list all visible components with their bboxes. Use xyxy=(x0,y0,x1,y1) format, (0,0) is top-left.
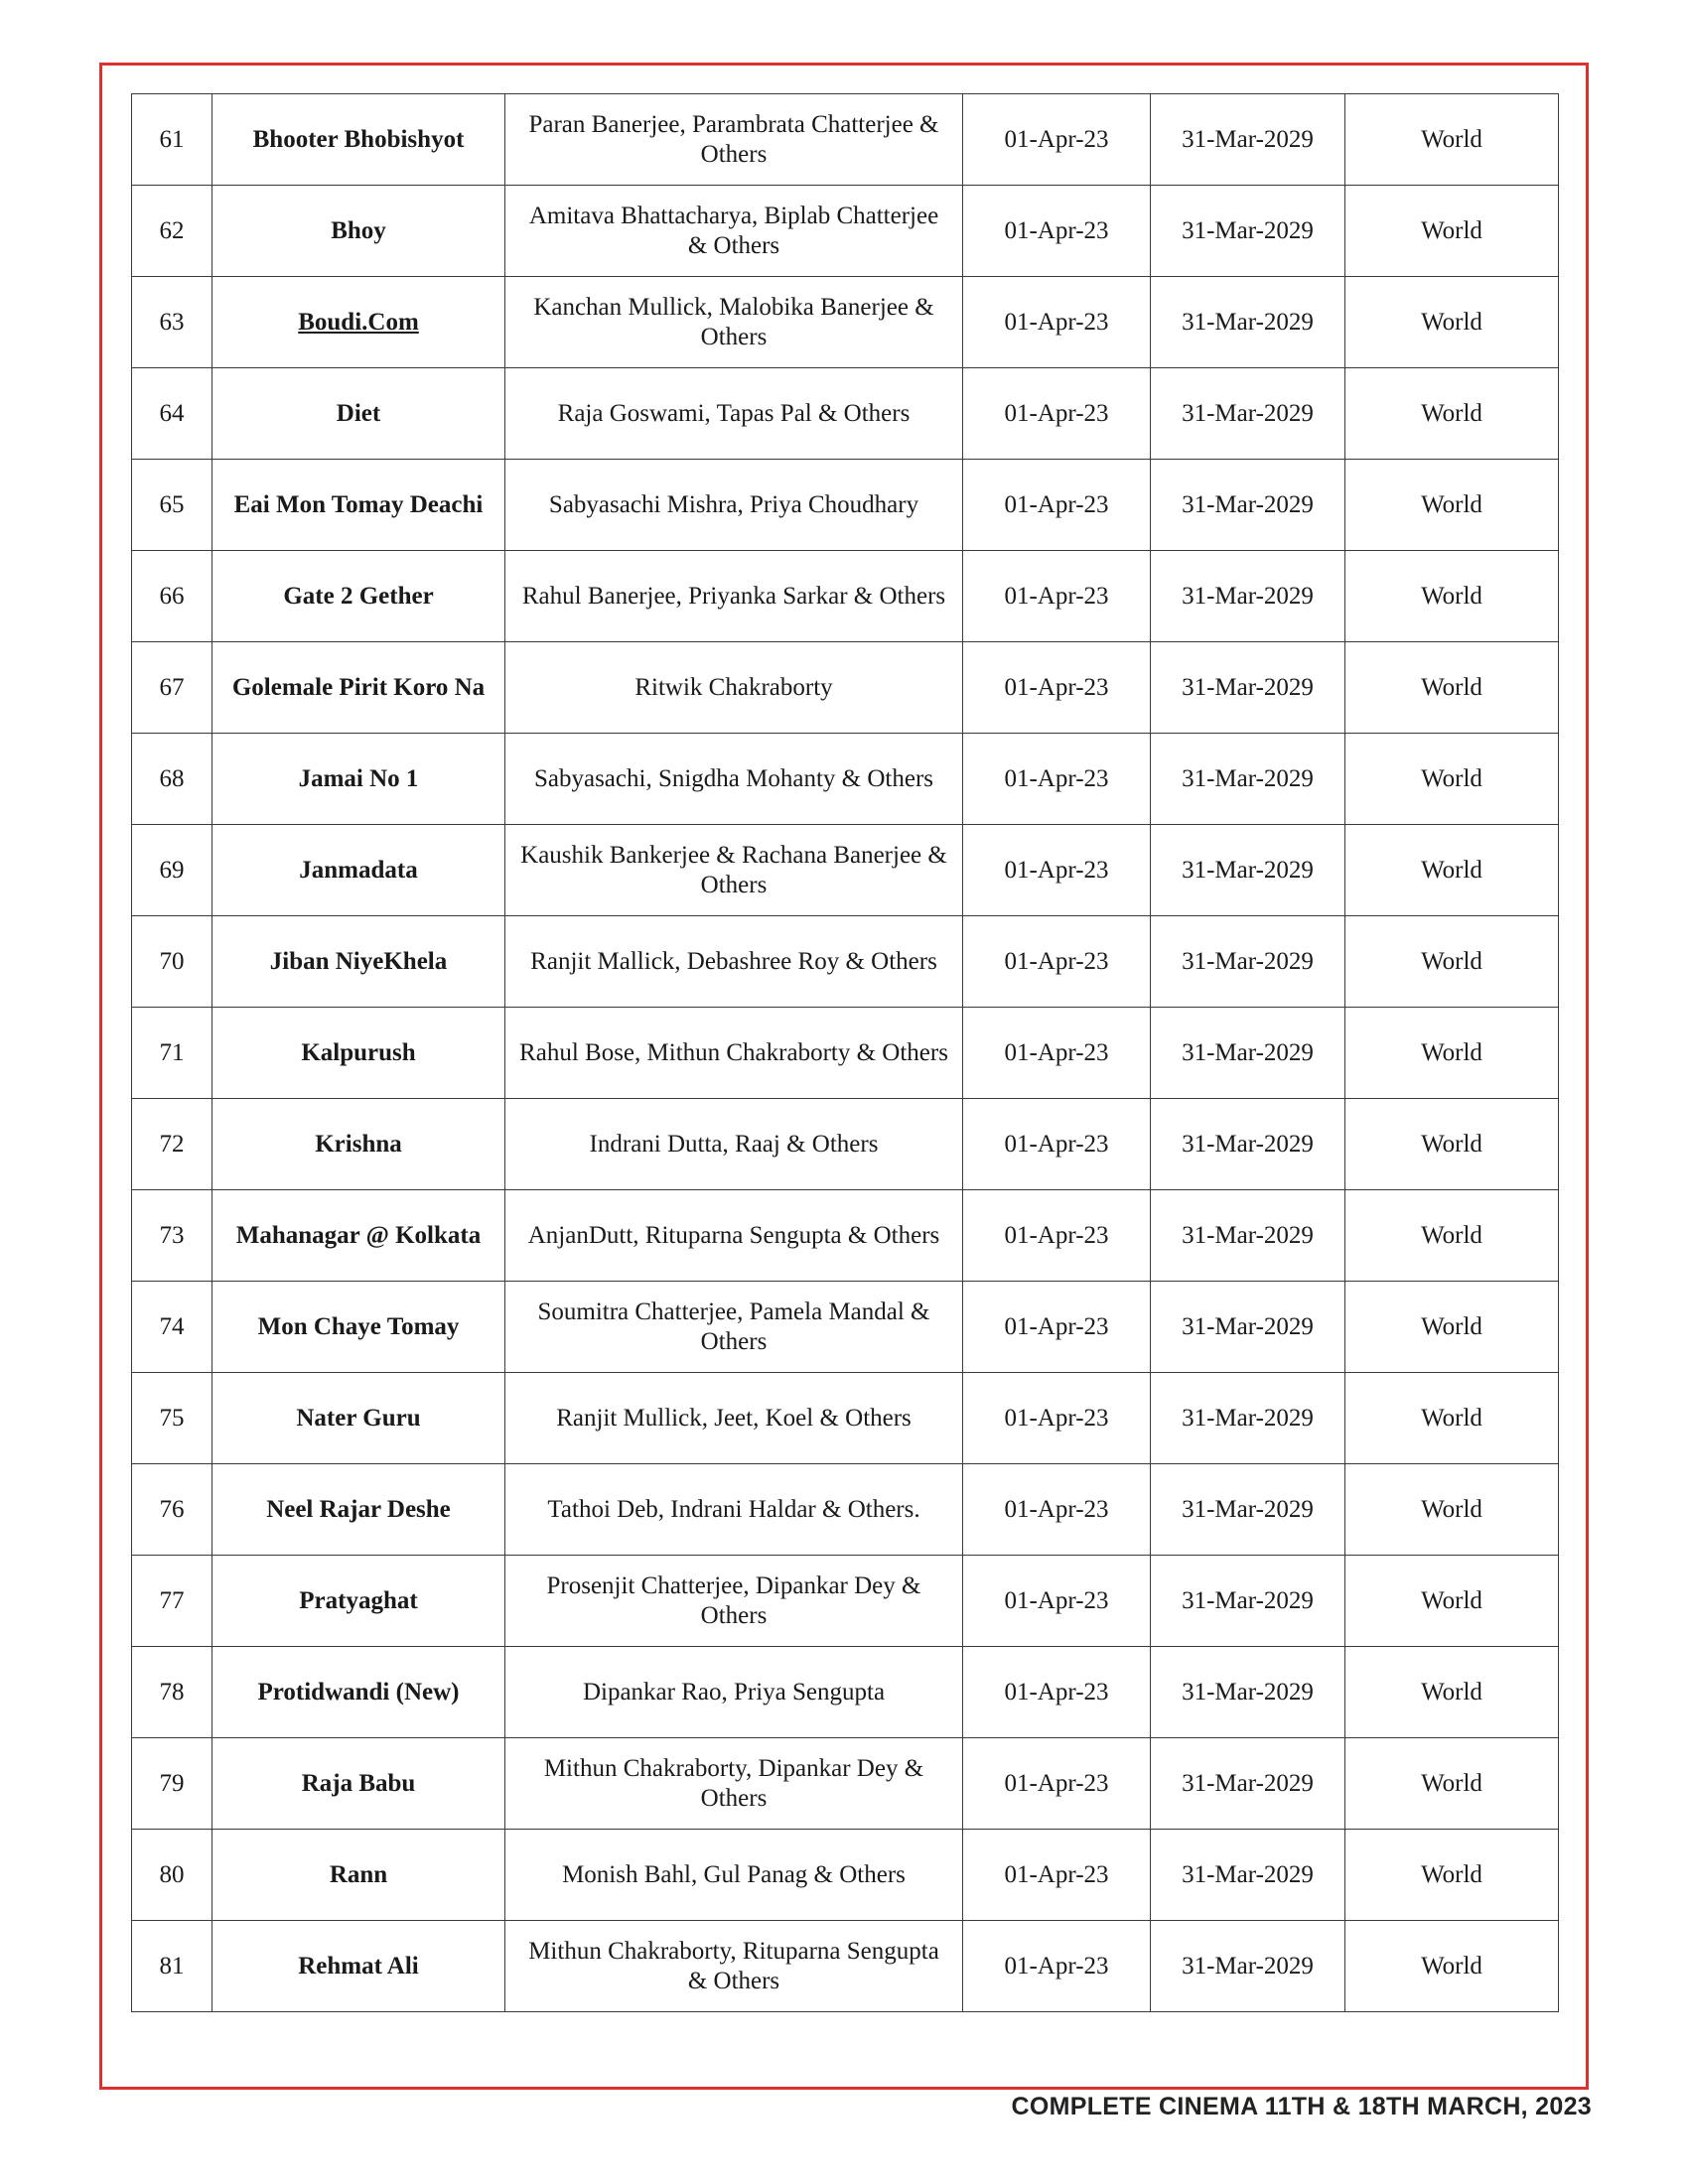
cast-cell xyxy=(505,460,963,551)
territory-cell xyxy=(1345,1830,1559,1921)
table-row xyxy=(132,1830,1559,1921)
table-row xyxy=(132,1464,1559,1556)
serial-number-cell xyxy=(132,1464,212,1556)
table-row xyxy=(132,1647,1559,1738)
serial-number-text: 65 xyxy=(159,490,185,518)
end-date-text: 31-Mar-2029 xyxy=(1182,1038,1314,1066)
territory-cell xyxy=(1345,1921,1559,2012)
territory-text: World xyxy=(1421,1038,1482,1066)
cast-text: Mithun Chakraborty, Rituparna Sengupta & Others xyxy=(528,1937,939,1994)
territory-cell xyxy=(1345,368,1559,460)
end-date-cell xyxy=(1151,1830,1345,1921)
table-row xyxy=(132,916,1559,1008)
end-date-cell xyxy=(1151,1373,1345,1464)
film-title-cell xyxy=(212,1373,505,1464)
serial-number-text: 76 xyxy=(159,1495,185,1523)
end-date-text: 31-Mar-2029 xyxy=(1182,216,1314,244)
film-title-text: Bhooter Bhobishyot xyxy=(252,125,465,153)
film-title-text: Bhoy xyxy=(331,216,386,244)
footer-publication-line: COMPLETE CINEMA 11TH & 18TH MARCH, 2023 xyxy=(1011,2093,1592,2120)
film-title-text: Diet xyxy=(336,399,381,427)
serial-number-cell xyxy=(132,916,212,1008)
table-row xyxy=(132,1282,1559,1373)
cast-cell xyxy=(505,368,963,460)
cast-text: Mithun Chakraborty, Dipankar Dey & Others xyxy=(543,1754,924,1812)
table-body xyxy=(132,94,1559,2012)
start-date-text: 01-Apr-23 xyxy=(1004,1404,1109,1432)
end-date-text: 31-Mar-2029 xyxy=(1182,1952,1314,1979)
film-title-text: Raja Babu xyxy=(301,1769,416,1797)
territory-text: World xyxy=(1421,308,1482,336)
film-title-text: Jiban NiyeKhela xyxy=(269,947,448,975)
film-title-text: Mon Chaye Tomay xyxy=(257,1312,460,1340)
table-row xyxy=(132,1099,1559,1190)
end-date-text: 31-Mar-2029 xyxy=(1182,1586,1314,1614)
end-date-text: 31-Mar-2029 xyxy=(1182,308,1314,336)
cast-text: Dipankar Rao, Priya Sengupta xyxy=(582,1678,886,1706)
film-title-cell xyxy=(212,460,505,551)
cast-text: Paran Banerjee, Parambrata Chatterjee & Others xyxy=(528,110,939,168)
territory-cell xyxy=(1345,1190,1559,1282)
end-date-text: 31-Mar-2029 xyxy=(1182,1404,1314,1432)
start-date-cell xyxy=(963,1556,1151,1647)
film-title-cell xyxy=(212,1647,505,1738)
cast-cell xyxy=(505,1099,963,1190)
cast-text: Tathoi Deb, Indrani Haldar & Others. xyxy=(547,1495,920,1523)
film-title-text: Protidwandi (New) xyxy=(257,1678,460,1706)
territory-text: World xyxy=(1421,399,1482,427)
table-row xyxy=(132,368,1559,460)
territory-text: World xyxy=(1421,1952,1482,1979)
start-date-cell xyxy=(963,1921,1151,2012)
cast-cell xyxy=(505,1556,963,1647)
serial-number-text: 73 xyxy=(159,1221,185,1249)
start-date-text: 01-Apr-23 xyxy=(1004,1221,1109,1249)
film-title-cell xyxy=(212,642,505,734)
territory-cell xyxy=(1345,1282,1559,1373)
territory-cell xyxy=(1345,1373,1559,1464)
cast-text: Kaushik Bankerjee & Rachana Banerjee & Others xyxy=(520,841,947,898)
serial-number-text: 63 xyxy=(159,308,185,336)
serial-number-cell xyxy=(132,551,212,642)
film-title-text: Eai Mon Tomay Deachi xyxy=(233,490,484,518)
end-date-text: 31-Mar-2029 xyxy=(1182,490,1314,518)
film-title-text: Jamai No 1 xyxy=(298,764,419,792)
start-date-text: 01-Apr-23 xyxy=(1004,1312,1109,1340)
film-title-cell xyxy=(212,368,505,460)
film-title-cell xyxy=(212,734,505,825)
end-date-cell xyxy=(1151,1099,1345,1190)
film-title-cell xyxy=(212,1464,505,1556)
serial-number-text: 62 xyxy=(159,216,185,244)
table-row xyxy=(132,642,1559,734)
end-date-text: 31-Mar-2029 xyxy=(1182,1312,1314,1340)
serial-number-text: 66 xyxy=(159,582,185,610)
start-date-cell xyxy=(963,1830,1151,1921)
cast-text: Kanchan Mullick, Malobika Banerjee & Others xyxy=(533,293,934,350)
serial-number-cell xyxy=(132,186,212,277)
film-title-text: Nater Guru xyxy=(296,1404,421,1432)
table-row xyxy=(132,186,1559,277)
film-title-cell xyxy=(212,1190,505,1282)
film-title-text: Neel Rajar Deshe xyxy=(266,1495,451,1523)
start-date-cell xyxy=(963,1008,1151,1099)
start-date-text: 01-Apr-23 xyxy=(1004,1586,1109,1614)
territory-text: World xyxy=(1421,1221,1482,1249)
start-date-text: 01-Apr-23 xyxy=(1004,1769,1109,1797)
film-title-text: Pratyaghat xyxy=(299,1586,418,1614)
cast-text: Soumitra Chatterjee, Pamela Mandal & Others xyxy=(537,1297,930,1355)
end-date-text: 31-Mar-2029 xyxy=(1182,947,1314,975)
start-date-cell xyxy=(963,368,1151,460)
film-title-text: Rehmat Ali xyxy=(298,1952,419,1979)
film-title-cell xyxy=(212,186,505,277)
serial-number-cell xyxy=(132,1647,212,1738)
end-date-cell xyxy=(1151,277,1345,368)
cast-text: Rahul Banerjee, Priyanka Sarkar & Others xyxy=(521,582,946,610)
film-title-cell xyxy=(212,1008,505,1099)
end-date-text: 31-Mar-2029 xyxy=(1182,399,1314,427)
territory-cell xyxy=(1345,916,1559,1008)
start-date-text: 01-Apr-23 xyxy=(1004,1495,1109,1523)
cast-cell xyxy=(505,94,963,186)
territory-text: World xyxy=(1421,1860,1482,1888)
cast-cell xyxy=(505,1830,963,1921)
serial-number-text: 72 xyxy=(159,1130,185,1158)
serial-number-text: 68 xyxy=(159,764,185,792)
territory-cell xyxy=(1345,1738,1559,1830)
start-date-cell xyxy=(963,825,1151,916)
film-title-cell xyxy=(212,1830,505,1921)
serial-number-text: 75 xyxy=(159,1404,185,1432)
territory-cell xyxy=(1345,1556,1559,1647)
end-date-cell xyxy=(1151,642,1345,734)
end-date-cell xyxy=(1151,368,1345,460)
serial-number-text: 70 xyxy=(159,947,185,975)
table-row xyxy=(132,1556,1559,1647)
start-date-cell xyxy=(963,94,1151,186)
start-date-cell xyxy=(963,1738,1151,1830)
start-date-cell xyxy=(963,551,1151,642)
start-date-text: 01-Apr-23 xyxy=(1004,582,1109,610)
serial-number-text: 78 xyxy=(159,1678,185,1706)
start-date-cell xyxy=(963,460,1151,551)
serial-number-cell xyxy=(132,460,212,551)
serial-number-cell xyxy=(132,642,212,734)
territory-text: World xyxy=(1421,673,1482,701)
cast-text: Ranjit Mallick, Debashree Roy & Others xyxy=(530,947,937,975)
cast-cell xyxy=(505,1008,963,1099)
territory-cell xyxy=(1345,551,1559,642)
serial-number-cell xyxy=(132,1738,212,1830)
film-title-text: Rann xyxy=(329,1860,388,1888)
end-date-text: 31-Mar-2029 xyxy=(1182,1495,1314,1523)
serial-number-text: 64 xyxy=(159,399,185,427)
film-title-cell xyxy=(212,1556,505,1647)
end-date-cell xyxy=(1151,734,1345,825)
serial-number-cell xyxy=(132,368,212,460)
film-title-text: Boudi.Com xyxy=(298,308,419,336)
table-row xyxy=(132,1373,1559,1464)
cast-cell xyxy=(505,1647,963,1738)
start-date-text: 01-Apr-23 xyxy=(1004,490,1109,518)
start-date-text: 01-Apr-23 xyxy=(1004,125,1109,153)
territory-text: World xyxy=(1421,1130,1482,1158)
territory-cell xyxy=(1345,277,1559,368)
end-date-cell xyxy=(1151,186,1345,277)
end-date-text: 31-Mar-2029 xyxy=(1182,1130,1314,1158)
end-date-cell xyxy=(1151,460,1345,551)
cast-cell xyxy=(505,1282,963,1373)
end-date-text: 31-Mar-2029 xyxy=(1182,764,1314,792)
film-rights-table xyxy=(131,93,1559,2012)
territory-cell xyxy=(1345,642,1559,734)
territory-cell xyxy=(1345,460,1559,551)
end-date-cell xyxy=(1151,1008,1345,1099)
cast-cell xyxy=(505,1464,963,1556)
start-date-text: 01-Apr-23 xyxy=(1004,216,1109,244)
end-date-text: 31-Mar-2029 xyxy=(1182,125,1314,153)
cast-text: AnjanDutt, Rituparna Sengupta & Others xyxy=(527,1221,940,1249)
start-date-cell xyxy=(963,1373,1151,1464)
serial-number-text: 80 xyxy=(159,1860,185,1888)
film-title-text: Krishna xyxy=(315,1130,402,1158)
territory-cell xyxy=(1345,1647,1559,1738)
film-title-cell xyxy=(212,551,505,642)
start-date-cell xyxy=(963,1647,1151,1738)
start-date-text: 01-Apr-23 xyxy=(1004,947,1109,975)
cast-cell xyxy=(505,734,963,825)
end-date-text: 31-Mar-2029 xyxy=(1182,673,1314,701)
cast-cell xyxy=(505,1190,963,1282)
cast-text: Sabyasachi, Snigdha Mohanty & Others xyxy=(533,764,934,792)
cast-text: Rahul Bose, Mithun Chakraborty & Others xyxy=(519,1038,948,1066)
cast-cell xyxy=(505,1921,963,2012)
end-date-text: 31-Mar-2029 xyxy=(1182,582,1314,610)
territory-text: World xyxy=(1421,1586,1482,1614)
territory-text: World xyxy=(1421,1769,1482,1797)
cast-text: Raja Goswami, Tapas Pal & Others xyxy=(557,399,911,427)
start-date-cell xyxy=(963,277,1151,368)
start-date-cell xyxy=(963,916,1151,1008)
start-date-cell xyxy=(963,1099,1151,1190)
cast-text: Ranjit Mullick, Jeet, Koel & Others xyxy=(556,1404,912,1432)
end-date-text: 31-Mar-2029 xyxy=(1182,1678,1314,1706)
serial-number-cell xyxy=(132,277,212,368)
serial-number-text: 67 xyxy=(159,673,185,701)
start-date-text: 01-Apr-23 xyxy=(1004,856,1109,884)
cast-cell xyxy=(505,825,963,916)
cast-text: Amitava Bhattacharya, Biplab Chatterjee & Others xyxy=(528,202,939,259)
start-date-text: 01-Apr-23 xyxy=(1004,1860,1109,1888)
table-row xyxy=(132,825,1559,916)
territory-text: World xyxy=(1421,216,1482,244)
cast-cell xyxy=(505,642,963,734)
start-date-text: 01-Apr-23 xyxy=(1004,308,1109,336)
film-title-text: Golemale Pirit Koro Na xyxy=(231,673,486,701)
territory-text: World xyxy=(1421,1495,1482,1523)
cast-text: Monish Bahl, Gul Panag & Others xyxy=(562,1860,906,1888)
territory-cell xyxy=(1345,94,1559,186)
film-title-cell xyxy=(212,1282,505,1373)
cast-cell xyxy=(505,551,963,642)
film-title-cell xyxy=(212,277,505,368)
table-row xyxy=(132,551,1559,642)
territory-text: World xyxy=(1421,1312,1482,1340)
serial-number-cell xyxy=(132,1190,212,1282)
start-date-text: 01-Apr-23 xyxy=(1004,673,1109,701)
serial-number-cell xyxy=(132,1921,212,2012)
start-date-text: 01-Apr-23 xyxy=(1004,1678,1109,1706)
territory-cell xyxy=(1345,1464,1559,1556)
start-date-cell xyxy=(963,642,1151,734)
end-date-cell xyxy=(1151,825,1345,916)
serial-number-cell xyxy=(132,94,212,186)
serial-number-cell xyxy=(132,825,212,916)
start-date-text: 01-Apr-23 xyxy=(1004,1038,1109,1066)
table-row xyxy=(132,94,1559,186)
territory-text: World xyxy=(1421,764,1482,792)
start-date-cell xyxy=(963,1282,1151,1373)
cast-text: Indrani Dutta, Raaj & Others xyxy=(589,1130,879,1158)
start-date-text: 01-Apr-23 xyxy=(1004,764,1109,792)
table-row xyxy=(132,1008,1559,1099)
cast-text: Prosenjit Chatterjee, Dipankar Dey & Others xyxy=(546,1571,921,1629)
serial-number-cell xyxy=(132,1099,212,1190)
film-title-cell xyxy=(212,916,505,1008)
end-date-cell xyxy=(1151,1647,1345,1738)
start-date-text: 01-Apr-23 xyxy=(1004,399,1109,427)
film-title-cell xyxy=(212,1738,505,1830)
serial-number-text: 81 xyxy=(159,1952,185,1979)
serial-number-cell xyxy=(132,1373,212,1464)
cast-cell xyxy=(505,1373,963,1464)
film-title-text: Gate 2 Gether xyxy=(283,582,434,610)
end-date-text: 31-Mar-2029 xyxy=(1182,1769,1314,1797)
cast-cell xyxy=(505,1738,963,1830)
end-date-cell xyxy=(1151,1738,1345,1830)
end-date-cell xyxy=(1151,1282,1345,1373)
start-date-cell xyxy=(963,186,1151,277)
start-date-cell xyxy=(963,1464,1151,1556)
serial-number-text: 79 xyxy=(159,1769,185,1797)
table-row xyxy=(132,460,1559,551)
start-date-text: 01-Apr-23 xyxy=(1004,1130,1109,1158)
end-date-cell xyxy=(1151,94,1345,186)
film-title-cell xyxy=(212,1099,505,1190)
table-row xyxy=(132,1738,1559,1830)
end-date-cell xyxy=(1151,551,1345,642)
cast-cell xyxy=(505,186,963,277)
territory-text: World xyxy=(1421,125,1482,153)
serial-number-text: 74 xyxy=(159,1312,185,1340)
territory-text: World xyxy=(1421,856,1482,884)
table-row xyxy=(132,1190,1559,1282)
cast-cell xyxy=(505,277,963,368)
end-date-text: 31-Mar-2029 xyxy=(1182,1860,1314,1888)
territory-text: World xyxy=(1421,947,1482,975)
cast-text: Sabyasachi Mishra, Priya Choudhary xyxy=(548,490,919,518)
end-date-text: 31-Mar-2029 xyxy=(1182,1221,1314,1249)
table-row xyxy=(132,734,1559,825)
territory-text: World xyxy=(1421,490,1482,518)
start-date-cell xyxy=(963,734,1151,825)
end-date-cell xyxy=(1151,1556,1345,1647)
end-date-text: 31-Mar-2029 xyxy=(1182,856,1314,884)
serial-number-cell xyxy=(132,1282,212,1373)
cast-text: Ritwik Chakraborty xyxy=(634,673,833,701)
serial-number-cell xyxy=(132,1008,212,1099)
serial-number-cell xyxy=(132,1830,212,1921)
serial-number-cell xyxy=(132,734,212,825)
start-date-cell xyxy=(963,1190,1151,1282)
start-date-text: 01-Apr-23 xyxy=(1004,1952,1109,1979)
serial-number-text: 61 xyxy=(159,125,185,153)
serial-number-text: 71 xyxy=(159,1038,185,1066)
film-title-text: Mahanagar @ Kolkata xyxy=(235,1221,482,1249)
table-row xyxy=(132,277,1559,368)
territory-cell xyxy=(1345,186,1559,277)
serial-number-cell xyxy=(132,1556,212,1647)
cast-cell xyxy=(505,916,963,1008)
territory-cell xyxy=(1345,1008,1559,1099)
serial-number-text: 69 xyxy=(159,856,185,884)
film-title-text: Kalpurush xyxy=(301,1038,416,1066)
table-row xyxy=(132,1921,1559,2012)
territory-text: World xyxy=(1421,1678,1482,1706)
territory-cell xyxy=(1345,734,1559,825)
film-title-text: Janmadata xyxy=(299,856,418,884)
film-title-cell xyxy=(212,94,505,186)
serial-number-text: 77 xyxy=(159,1586,185,1614)
territory-text: World xyxy=(1421,582,1482,610)
end-date-cell xyxy=(1151,1464,1345,1556)
territory-cell xyxy=(1345,1099,1559,1190)
film-title-cell xyxy=(212,1921,505,2012)
end-date-cell xyxy=(1151,1921,1345,2012)
end-date-cell xyxy=(1151,916,1345,1008)
territory-text: World xyxy=(1421,1404,1482,1432)
end-date-cell xyxy=(1151,1190,1345,1282)
territory-cell xyxy=(1345,825,1559,916)
film-title-cell xyxy=(212,825,505,916)
